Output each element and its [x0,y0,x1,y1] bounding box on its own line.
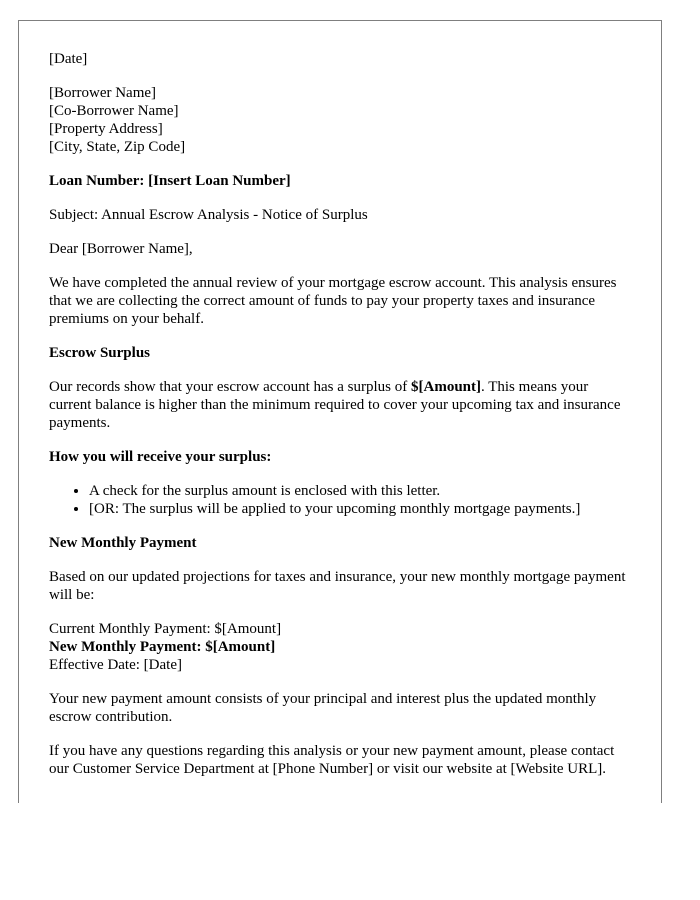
surplus-amount: $[Amount] [411,379,481,395]
letter-page [18,20,662,803]
borrower-name: [Borrower Name] [49,85,157,101]
salutation: Dear [Borrower Name], [49,241,193,257]
intro-paragraph: We have completed the annual review of your mortgage escrow account. This analysis ensures that we are collecting the correct amount of funds to pay your property taxes and insurance premiums on your behalf. [49,275,617,327]
receive-options-list [49,482,631,518]
effective-date: Effective Date: [Date] [49,657,182,673]
composition-paragraph: Your new payment amount consists of your principal and interest plus the updated monthly escrow contribution. [49,691,597,725]
payment-heading: New Monthly Payment [49,535,197,551]
surplus-text-before: Our records show that your escrow account has a surplus of [49,379,411,395]
subject-line: Subject: Annual Escrow Analysis - Notice of Surplus [49,207,368,223]
property-address: [Property Address] [49,121,163,137]
surplus-text-after: . This means your current balance is higher than the minimum required to cover your upcoming tax and insurance payments. [49,379,621,431]
loan-number: Loan Number: [Insert Loan Number] [49,173,291,189]
recipient-address-block [49,84,631,156]
receive-heading: How you will receive your surplus: [49,449,272,465]
co-borrower-name: [Co-Borrower Name] [49,103,179,119]
city-state-zip: [City, State, Zip Code] [49,139,186,155]
list-item: • A check for the surplus amount is enclosed with this letter. [89,482,631,500]
letter-date: [Date] [49,51,88,67]
payment-details [49,620,631,674]
surplus-heading: Escrow Surplus [49,345,151,361]
surplus-paragraph [49,378,631,432]
payment-intro: Based on our updated projections for taxes and insurance, your new monthly mortgage payment will be: [49,569,626,603]
current-payment: Current Monthly Payment: $[Amount] [49,621,282,637]
new-payment: New Monthly Payment: $[Amount] [49,639,276,655]
list-item: • [OR: The surplus will be applied to your upcoming monthly mortgage payments.] [89,500,631,518]
contact-paragraph: If you have any questions regarding this analysis or your new payment amount, please contact our Customer Service Department at [Phone Number] or visit our website at [Website URL]. [49,743,615,777]
